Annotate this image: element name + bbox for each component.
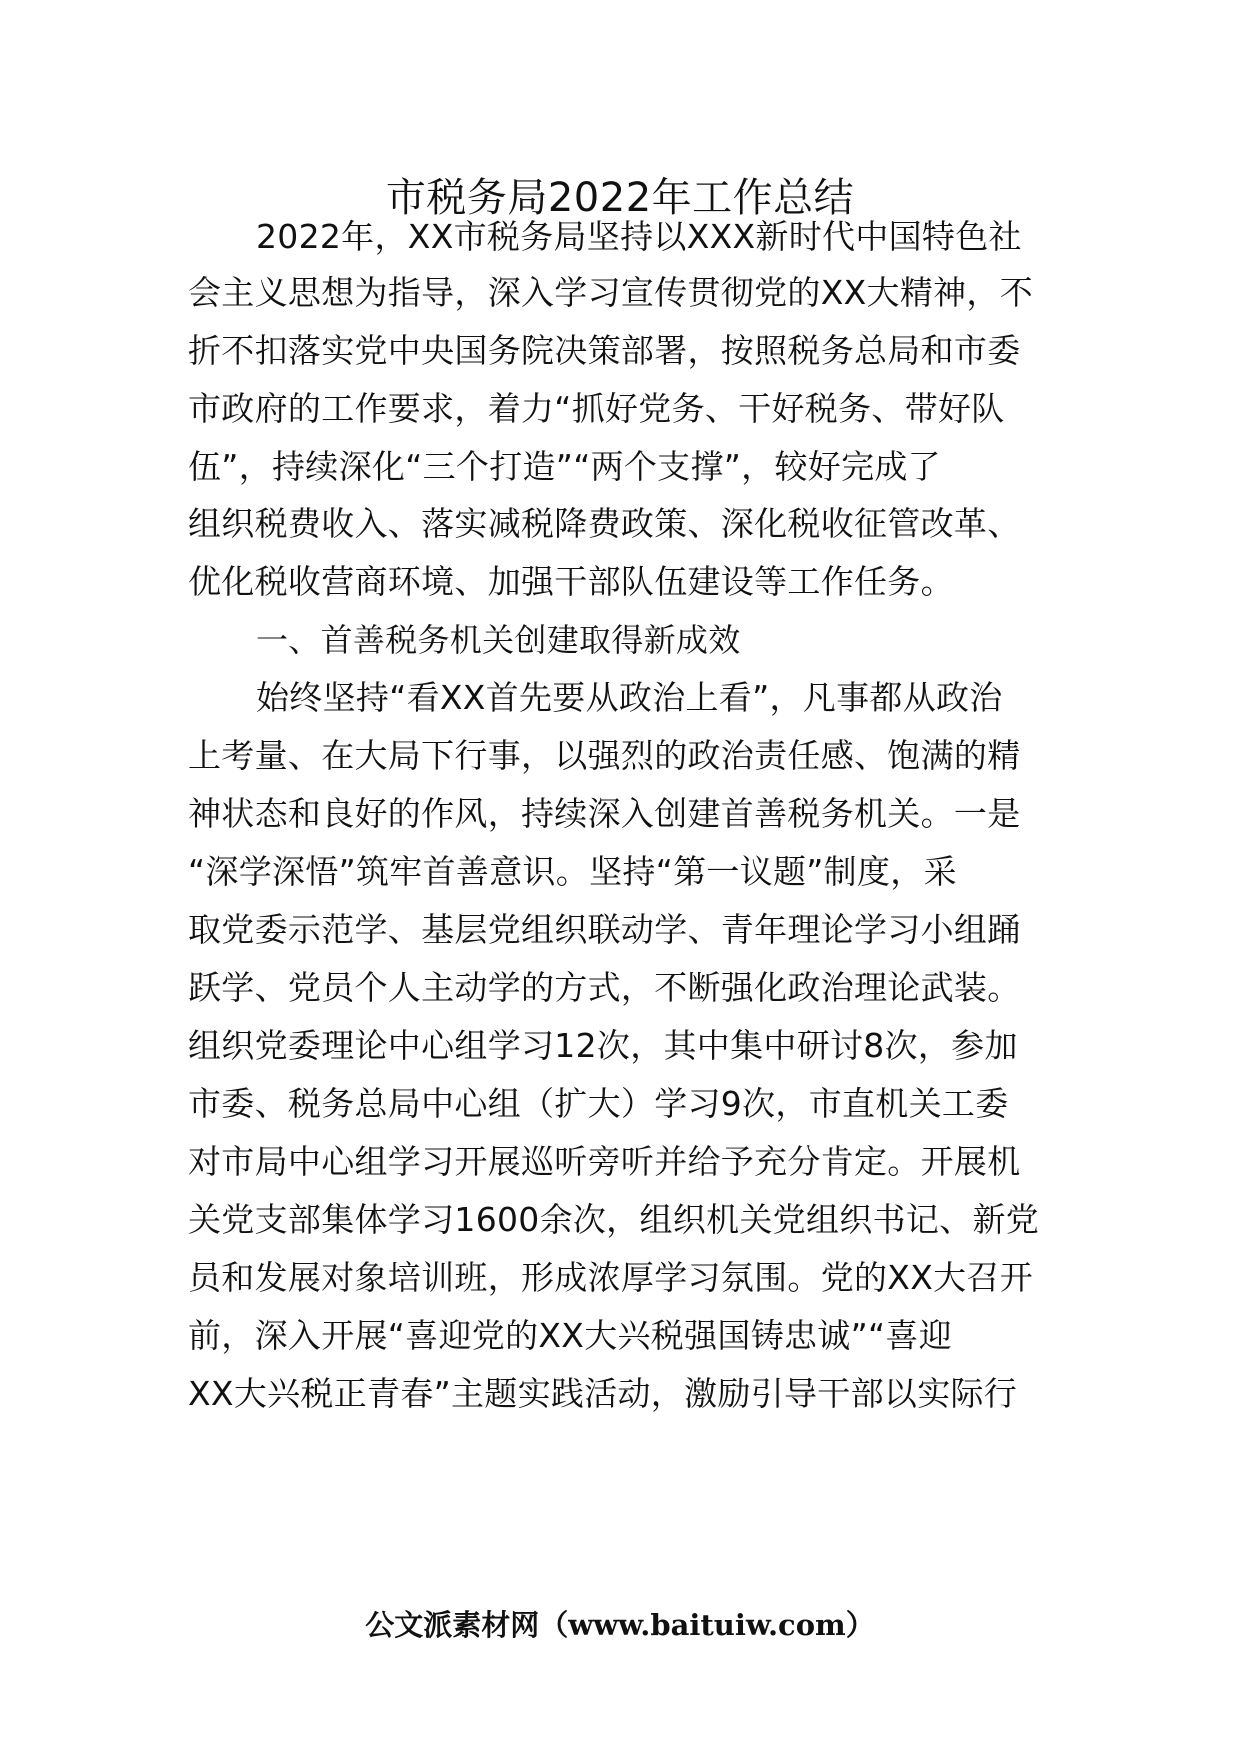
paragraph-line: 上考量、在大局下行事，以强烈的政治责任感、饱满的精: [188, 736, 1021, 775]
paragraph-line: 跃学、党员个人主动学的方式，不断强化政治理论武装。: [188, 968, 1021, 1007]
paragraph-line: XX大兴税正青春”主题实践活动，激励引导干部以实际行: [188, 1374, 1018, 1413]
paragraph-line: 优化税收营商环境、加强干部队伍建设等工作任务。: [188, 562, 954, 601]
section-heading: 一、首善税务机关创建取得新成效: [256, 621, 741, 659]
paragraph-line: 折不扣落实党中央国务院决策部署，按照税务总局和市委: [188, 331, 1021, 370]
paragraph-line: 会主义思想为指导，深入学习宣传贯彻党的XX大精神，不: [188, 273, 1034, 312]
paragraph-line: 伍”，持续深化“三个打造”“两个支撑”，较好完成了: [188, 447, 941, 486]
paragraph-line: 市委、税务总局中心组（扩大）学习9次，市直机关工委: [188, 1084, 1009, 1123]
paragraph-line: 取党委示范学、基层党组织联动学、青年理论学习小组踊: [188, 910, 1021, 949]
paragraph-line: 始终坚持“看XX首先要从政治上看”，凡事都从政治: [256, 678, 1003, 717]
paragraph-line: 市政府的工作要求，着力“抓好党务、干好税务、带好队: [188, 389, 1005, 428]
paragraph-line: 关党支部集体学习1600余次，组织机关党组织书记、新党: [188, 1200, 1040, 1239]
paragraph-line: 组织税费收入、落实减税降费政策、深化税收征管改革、: [188, 504, 1021, 543]
paragraph-line: 组织党委理论中心组学习12次，其中集中研讨8次，参加: [188, 1026, 1018, 1065]
paragraph-line: 员和发展对象培训班，形成浓厚学习氛围。党的XX大召开: [188, 1258, 1034, 1297]
paragraph-line: 2022年，XX市税务局坚持以XXX新时代中国特色社: [256, 217, 1022, 256]
paragraph-line: 对市局中心组学习开展巡听旁听并给予充分肯定。开展机: [188, 1142, 1021, 1181]
document-title: 市税务局2022年工作总结: [385, 175, 855, 221]
paragraph-line: 神状态和良好的作风，持续深入创建首善税务机关。一是: [188, 794, 1021, 833]
paragraph-line: 前，深入开展“喜迎党的XX大兴税强国铸忠诚”“喜迎: [188, 1316, 953, 1355]
paragraph-line: “深学深悟”筑牢首善意识。坚持“第一议题”制度，采: [188, 852, 957, 891]
footer-watermark: 公文派素材网（www.baituiw.com）: [365, 1608, 875, 1642]
